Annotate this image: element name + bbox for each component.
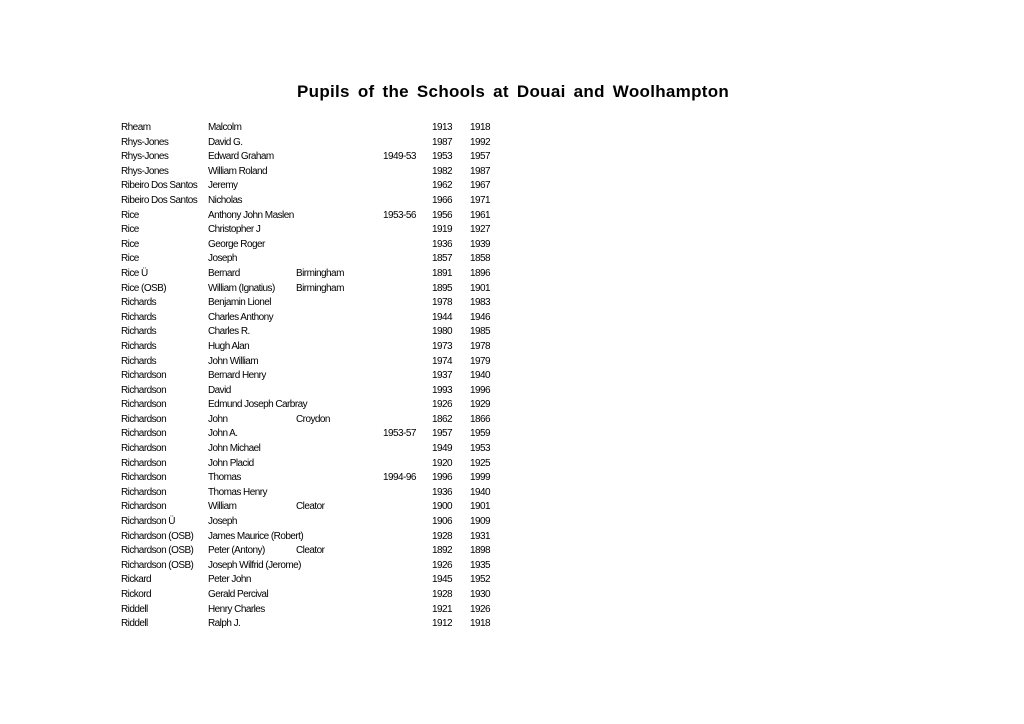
exit-year-cell: 1929 <box>470 399 491 411</box>
entry-year-cell: 1944 <box>432 311 453 323</box>
exit-year-cell: 1946 <box>470 311 491 323</box>
exit-year-cell: 1992 <box>470 136 491 148</box>
surname-cell: Rice Ü <box>121 267 148 279</box>
exit-year-cell: 1935 <box>470 559 491 571</box>
surname-cell: Richardson (OSB) <box>121 545 194 557</box>
table-row <box>0 282 1024 297</box>
forename-cell: George Roger <box>208 238 265 250</box>
table-row <box>0 530 1024 545</box>
exit-year-cell: 1939 <box>470 238 491 250</box>
entry-year-cell: 1926 <box>432 399 453 411</box>
table-row <box>0 223 1024 238</box>
place-cell: Croydon <box>296 413 330 425</box>
entry-year-cell: 1996 <box>432 472 453 484</box>
entry-year-cell: 1857 <box>432 253 453 265</box>
table-row <box>0 427 1024 442</box>
surname-cell: Rheam <box>121 122 151 133</box>
exit-year-cell: 1866 <box>470 413 491 425</box>
surname-cell: Richards <box>121 297 157 309</box>
entry-year-cell: 1906 <box>432 516 453 528</box>
surname-cell: Rickard <box>121 574 152 586</box>
entry-year-cell: 1962 <box>432 180 453 192</box>
exit-year-cell: 1926 <box>470 603 491 615</box>
entry-year-cell: 1928 <box>432 530 453 542</box>
table-row <box>0 340 1024 355</box>
entry-year-cell: 1892 <box>432 545 453 557</box>
table-row <box>0 165 1024 180</box>
forename-cell: Joseph <box>208 516 237 528</box>
table-row <box>0 603 1024 618</box>
forename-cell: Edmund Joseph Carbray <box>208 399 308 411</box>
surname-cell: Richardson <box>121 384 167 396</box>
forename-cell: John Placid <box>208 457 254 469</box>
entry-year-cell: 1920 <box>432 457 453 469</box>
forename-cell: John Michael <box>208 443 261 455</box>
table-row <box>0 486 1024 501</box>
table-row <box>0 194 1024 209</box>
entry-year-cell: 1926 <box>432 559 453 571</box>
surname-cell: Rhys-Jones <box>121 151 169 163</box>
page-title: Pupils of the Schools at Douai and Woolhampton <box>297 82 730 101</box>
exit-year-cell: 1987 <box>470 165 491 177</box>
exit-year-cell: 1940 <box>470 370 491 382</box>
forename-cell: Benjamin Lionel <box>208 297 271 309</box>
exit-year-cell: 1979 <box>470 355 491 367</box>
exit-year-cell: 1858 <box>470 253 491 265</box>
table-row <box>0 398 1024 413</box>
place-cell: Birmingham <box>296 282 344 294</box>
table-row <box>0 588 1024 603</box>
prep-years-cell: 1949-53 <box>383 151 416 163</box>
forename-cell: Christopher J <box>208 224 261 236</box>
forename-cell: Hugh Alan <box>208 340 250 352</box>
table-row <box>0 384 1024 399</box>
exit-year-cell: 1918 <box>470 122 491 133</box>
exit-year-cell: 1952 <box>470 574 491 586</box>
exit-year-cell: 1967 <box>470 180 491 192</box>
forename-cell: William Roland <box>208 165 267 177</box>
table-row <box>0 267 1024 282</box>
prep-years-cell: 1953-57 <box>383 428 416 440</box>
table-row <box>0 121 1024 136</box>
entry-year-cell: 1993 <box>432 384 453 396</box>
forename-cell: John A. <box>208 428 238 440</box>
exit-year-cell: 1896 <box>470 267 491 279</box>
surname-cell: Rice <box>121 224 139 236</box>
table-row <box>0 325 1024 340</box>
surname-cell: Ribeiro Dos Santos <box>121 194 198 206</box>
pupil-list <box>0 121 1024 632</box>
entry-year-cell: 1980 <box>432 326 453 338</box>
surname-cell: Richards <box>121 340 157 352</box>
exit-year-cell: 1918 <box>470 618 491 630</box>
entry-year-cell: 1953 <box>432 151 453 163</box>
forename-cell: Gerald Percival <box>208 589 269 600</box>
exit-year-cell: 1961 <box>470 209 491 221</box>
entry-year-cell: 1945 <box>432 574 453 586</box>
table-row <box>0 311 1024 326</box>
surname-cell: Richardson <box>121 501 167 513</box>
entry-year-cell: 1982 <box>432 165 453 177</box>
surname-cell: Richardson <box>121 457 167 469</box>
entry-year-cell: 1913 <box>432 122 453 133</box>
exit-year-cell: 1971 <box>470 194 491 206</box>
prep-years-cell: 1994-96 <box>383 472 416 484</box>
exit-year-cell: 1985 <box>470 326 491 338</box>
surname-cell: Richards <box>121 311 157 323</box>
surname-cell: Rhys-Jones <box>121 165 169 177</box>
forename-cell: Ralph J. <box>208 618 241 630</box>
forename-cell: Bernard <box>208 267 240 279</box>
entry-year-cell: 1966 <box>432 194 453 206</box>
forename-cell: Bernard Henry <box>208 370 266 382</box>
surname-cell: Richardson <box>121 413 167 425</box>
entry-year-cell: 1956 <box>432 209 453 221</box>
forename-cell: Henry Charles <box>208 603 265 615</box>
surname-cell: Rice (OSB) <box>121 282 167 294</box>
forename-cell: William (Ignatius) <box>208 282 275 294</box>
exit-year-cell: 1983 <box>470 297 491 309</box>
exit-year-cell: 1931 <box>470 530 491 542</box>
surname-cell: Richardson <box>121 486 167 498</box>
forename-cell: David <box>208 384 231 396</box>
surname-cell: Richardson <box>121 472 167 484</box>
table-row <box>0 471 1024 486</box>
surname-cell: Richardson (OSB) <box>121 559 194 571</box>
exit-year-cell: 1999 <box>470 472 491 484</box>
entry-year-cell: 1937 <box>432 370 453 382</box>
exit-year-cell: 1927 <box>470 224 491 236</box>
entry-year-cell: 1895 <box>432 282 453 294</box>
surname-cell: Rice <box>121 209 139 221</box>
forename-cell: Charles Anthony <box>208 311 274 323</box>
surname-cell: Rice <box>121 238 139 250</box>
surname-cell: Rhys-Jones <box>121 136 169 148</box>
surname-cell: Richardson <box>121 428 167 440</box>
exit-year-cell: 1925 <box>470 457 491 469</box>
entry-year-cell: 1928 <box>432 589 453 600</box>
exit-year-cell: 1978 <box>470 340 491 352</box>
exit-year-cell: 1930 <box>470 589 491 600</box>
forename-cell: William <box>208 501 237 513</box>
entry-year-cell: 1862 <box>432 413 453 425</box>
table-row <box>0 238 1024 253</box>
surname-cell: Richardson <box>121 443 167 455</box>
exit-year-cell: 1901 <box>470 282 491 294</box>
forename-cell: James Maurice (Robert) <box>208 530 304 542</box>
forename-cell: John William <box>208 355 259 367</box>
place-cell: Cleator <box>296 545 325 557</box>
forename-cell: David G. <box>208 136 243 148</box>
surname-cell: Richardson <box>121 399 167 411</box>
forename-cell: Peter John <box>208 574 251 586</box>
table-row <box>0 442 1024 457</box>
exit-year-cell: 1909 <box>470 516 491 528</box>
entry-year-cell: 1957 <box>432 428 453 440</box>
surname-cell: Richards <box>121 355 157 367</box>
exit-year-cell: 1901 <box>470 501 491 513</box>
entry-year-cell: 1949 <box>432 443 453 455</box>
surname-cell: Ribeiro Dos Santos <box>121 180 198 192</box>
table-row <box>0 179 1024 194</box>
exit-year-cell: 1940 <box>470 486 491 498</box>
table-row <box>0 617 1024 632</box>
exit-year-cell: 1957 <box>470 151 491 163</box>
table-row <box>0 136 1024 151</box>
exit-year-cell: 1898 <box>470 545 491 557</box>
table-row <box>0 559 1024 574</box>
forename-cell: John <box>208 413 228 425</box>
entry-year-cell: 1987 <box>432 136 453 148</box>
place-cell: Birmingham <box>296 267 344 279</box>
entry-year-cell: 1936 <box>432 486 453 498</box>
entry-year-cell: 1921 <box>432 603 453 615</box>
surname-cell: Richardson (OSB) <box>121 530 194 542</box>
forename-cell: Malcolm <box>208 122 242 133</box>
exit-year-cell: 1953 <box>470 443 491 455</box>
forename-cell: Anthony John Maslen <box>208 209 294 221</box>
place-cell: Cleator <box>296 501 325 513</box>
entry-year-cell: 1973 <box>432 340 453 352</box>
table-row <box>0 296 1024 311</box>
forename-cell: Thomas <box>208 472 241 484</box>
forename-cell: Nicholas <box>208 194 242 206</box>
forename-cell: Charles R. <box>208 326 250 338</box>
table-row <box>0 457 1024 472</box>
entry-year-cell: 1974 <box>432 355 453 367</box>
entry-year-cell: 1936 <box>432 238 453 250</box>
surname-cell: Richardson Ü <box>121 516 175 528</box>
forename-cell: Jeremy <box>208 180 238 192</box>
surname-cell: Riddell <box>121 603 148 615</box>
entry-year-cell: 1978 <box>432 297 453 309</box>
forename-cell: Joseph <box>208 253 237 265</box>
table-row <box>0 252 1024 267</box>
surname-cell: Rice <box>121 253 139 265</box>
surname-cell: Richardson <box>121 370 167 382</box>
entry-year-cell: 1900 <box>432 501 453 513</box>
forename-cell: Peter (Antony) <box>208 545 265 557</box>
table-row <box>0 369 1024 384</box>
table-row <box>0 515 1024 530</box>
forename-cell: Joseph Wilfrid (Jerome) <box>208 559 301 571</box>
surname-cell: Rickord <box>121 589 152 600</box>
prep-years-cell: 1953-56 <box>383 209 416 221</box>
exit-year-cell: 1959 <box>470 428 491 440</box>
forename-cell: Edward Graham <box>208 151 274 163</box>
table-row <box>0 413 1024 428</box>
table-row <box>0 500 1024 515</box>
table-row <box>0 573 1024 588</box>
forename-cell: Thomas Henry <box>208 486 267 498</box>
exit-year-cell: 1996 <box>470 384 491 396</box>
surname-cell: Riddell <box>121 618 148 630</box>
surname-cell: Richards <box>121 326 157 338</box>
table-row <box>0 209 1024 224</box>
table-row <box>0 355 1024 370</box>
entry-year-cell: 1919 <box>432 224 453 236</box>
entry-year-cell: 1912 <box>432 618 453 630</box>
table-row <box>0 544 1024 559</box>
table-row <box>0 150 1024 165</box>
entry-year-cell: 1891 <box>432 267 453 279</box>
